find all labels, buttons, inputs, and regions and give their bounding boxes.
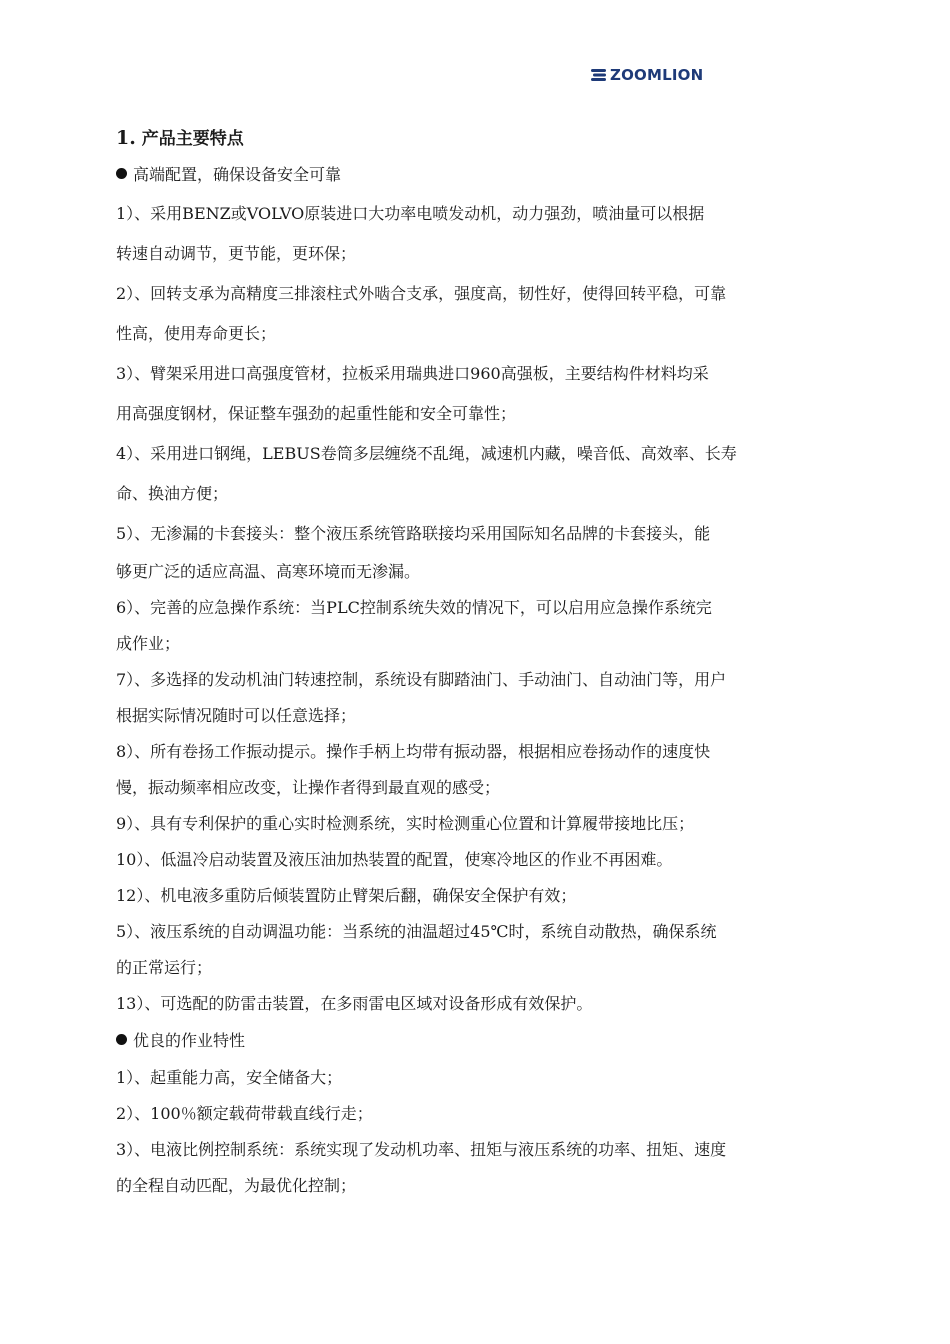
feature-item-continuation	[116, 234, 816, 274]
line-text: 7）、多选择的发动机油门转速控制，系统设有脚踏油门、手动油门、自动油门等，用户	[116, 670, 727, 689]
line-text: 成作业；	[116, 634, 181, 653]
line-text: 命、换油方便；	[116, 484, 229, 503]
line-text: 3）、电液比例控制系统：系统实现了发动机功率、扭矩与液压系统的功率、扭矩、速度	[116, 1140, 727, 1159]
line-text: 10）、低温冷启动装置及液压油加热装置的配置，使寒冷地区的作业不再困难。	[116, 850, 673, 869]
feature-item	[116, 274, 816, 314]
feature-item-continuation	[116, 394, 816, 434]
line-text: 13）、可选配的防雷击装置，在多雨雷电区域对设备形成有效保护。	[116, 994, 593, 1013]
feature-item	[116, 1096, 816, 1132]
line-text: 1）、起重能力高，安全储备大；	[116, 1068, 343, 1087]
line-text: 优良的作业特性	[133, 1031, 246, 1050]
feature-item-continuation	[116, 314, 816, 354]
line-text: 慢，振动频率相应改变，让操作者得到最直观的感受；	[116, 778, 501, 797]
line-text: 8）、所有卷扬工作振动提示。操作手柄上均带有振动器，根据相应卷扬动作的速度快	[116, 742, 711, 761]
line-text: 6）、完善的应急操作系统：当PLC控制系统失效的情况下，可以启用应急操作系统完	[116, 598, 712, 617]
feature-item-continuation	[116, 698, 816, 734]
line-text: 5）、无渗漏的卡套接头：整个液压系统管路联接均采用国际知名品牌的卡套接头，能	[116, 524, 711, 543]
bullet-dot-icon	[116, 168, 127, 179]
feature-item	[116, 914, 816, 950]
company-logo	[590, 64, 703, 86]
feature-item	[116, 878, 816, 914]
feature-item-continuation	[116, 474, 816, 514]
line-text: 的正常运行；	[116, 958, 213, 977]
feature-item	[116, 806, 816, 842]
line-text: 4）、采用进口钢绳，LEBUS卷筒多层缠绕不乱绳，减速机内藏，噪音低、高效率、长寿	[116, 444, 737, 463]
line-text: 2）、回转支承为高精度三排滚柱式外啮合支承，强度高，韧性好，使得回转平稳，可靠	[116, 284, 727, 303]
line-text: 高端配置，确保设备安全可靠	[133, 165, 342, 184]
feature-item	[116, 434, 816, 474]
bullet-heading	[116, 1022, 816, 1060]
zoomlion-logo-icon	[590, 68, 608, 82]
line-text: 根据实际情况随时可以任意选择；	[116, 706, 357, 725]
feature-item-continuation	[116, 626, 816, 662]
feature-item-continuation	[116, 770, 816, 806]
section-title: 产品主要特点	[141, 129, 244, 149]
feature-item	[116, 354, 816, 394]
feature-item	[116, 986, 816, 1022]
feature-list	[116, 156, 816, 1204]
line-text: 12）、机电液多重防后倾装置防止臂架后翻，确保安全保护有效；	[116, 886, 577, 905]
logo-text: ZOOMLION	[610, 66, 704, 84]
line-text: 的全程自动匹配，为最优化控制；	[116, 1176, 357, 1195]
line-text: 性高，使用寿命更长；	[116, 324, 277, 343]
line-text: 用高强度钢材，保证整车强劲的起重性能和安全可靠性；	[116, 404, 517, 423]
feature-item-continuation	[116, 554, 816, 590]
line-text: 够更广泛的适应高温、高寒环境而无渗漏。	[116, 562, 421, 581]
feature-item	[116, 842, 816, 878]
feature-item	[116, 590, 816, 626]
bullet-dot-icon	[116, 1034, 127, 1045]
feature-item	[116, 194, 816, 234]
line-text: 3）、臂架采用进口高强度管材，拉板采用瑞典进口960高强板，主要结构件材料均采	[116, 364, 709, 383]
feature-item-continuation	[116, 1168, 816, 1204]
feature-item	[116, 1060, 816, 1096]
feature-item-continuation	[116, 950, 816, 986]
section-number: 1.	[116, 127, 136, 149]
line-text: 1）、采用BENZ或VOLVO原装进口大功率电喷发动机，动力强劲，喷油量可以根据	[116, 204, 705, 223]
feature-item	[116, 662, 816, 698]
section-heading	[116, 120, 816, 156]
line-text: 2）、100％额定载荷带载直线行走；	[116, 1104, 373, 1123]
document-body	[116, 120, 816, 1204]
feature-item	[116, 514, 816, 554]
feature-item	[116, 1132, 816, 1168]
feature-item	[116, 734, 816, 770]
line-text: 转速自动调节，更节能，更环保；	[116, 244, 357, 263]
line-text: 9）、具有专利保护的重心实时检测系统，实时检测重心位置和计算履带接地比压；	[116, 814, 695, 833]
line-text: 5）、液压系统的自动调温功能：当系统的油温超过45℃时，系统自动散热，确保系统	[116, 922, 717, 941]
bullet-heading	[116, 156, 816, 194]
